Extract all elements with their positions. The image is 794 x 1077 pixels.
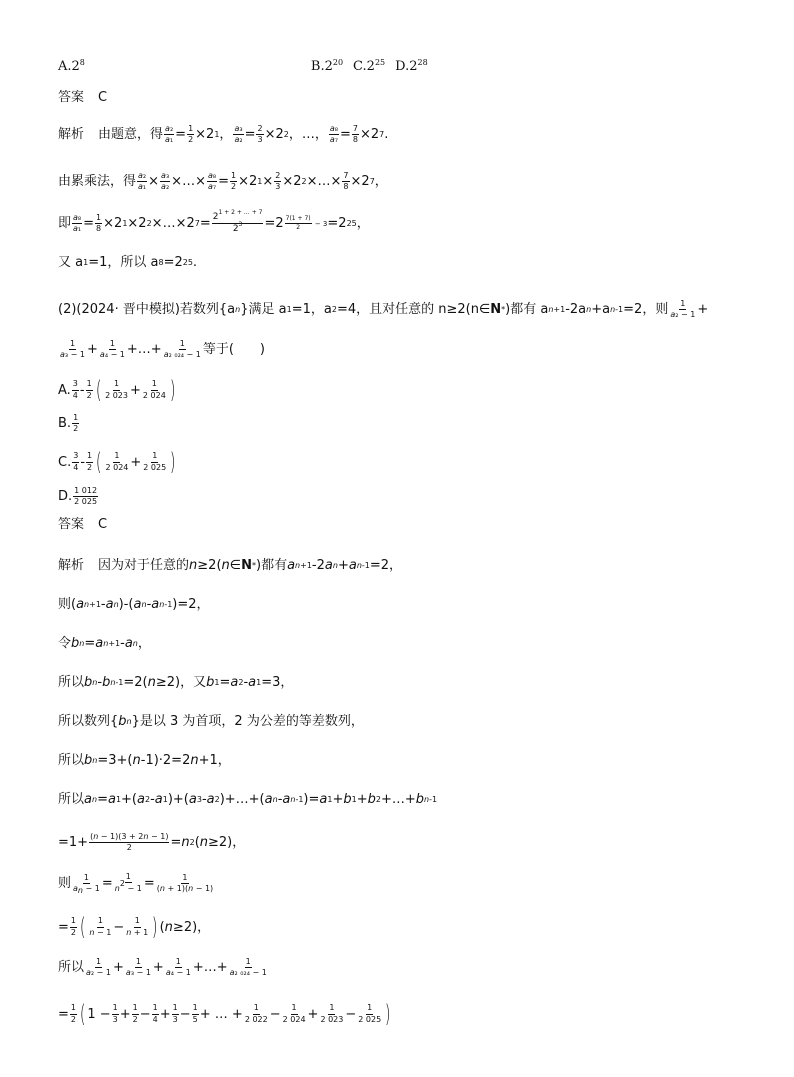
option-b: $B.2^{20}$ bbox=[310, 58, 344, 74]
analysis1-line4: 又 a 1 =1，所以 a 8 =2 25 . bbox=[58, 255, 198, 270]
analysis2-line8: =1+ $\frac{(n - 1)(3 + 2n - 1)}{2}$ = n 2 ( n ≥2)， bbox=[58, 832, 246, 853]
question1-options bbox=[58, 60, 428, 73]
choice-d: D. $\frac{1 012}{2 025}$ bbox=[58, 486, 98, 507]
analysis2-line3: 令 b n = a n+1 - a n ， bbox=[58, 636, 151, 651]
option-d: $D.2^{28}$ bbox=[395, 58, 428, 74]
analysis2-line1: 解析 因为对于任意的 n ≥2( n ∈ N * )都有 a n+1 -2 a n + a n-1 =2， bbox=[58, 558, 403, 573]
choice-a: A. $\frac{3}{4}$ - $\frac{1}{2}$ ( $\frac{1}{2 023}$ + $\frac{1}{2 024}$ ) bbox=[58, 376, 176, 404]
analysis2-line4: 所以 b n - b n-1 =2( n ≥2)，又 b 1 = a 2 - a 1 =3， bbox=[58, 675, 294, 690]
choice-b: B. $\frac{1}{2}$ bbox=[58, 413, 79, 434]
option-c: $C.2^{25}$ bbox=[353, 58, 386, 74]
analysis2-line10: = $\frac{1}{2}$ ( $\frac{1}{n - 1}$ − $\frac{1}{n + 1}$ ) ( n ≥2)， bbox=[58, 913, 211, 941]
question2-stem-cont: $\frac{1}{\text{a₃ − 1}}$ + $\frac{1}{\text{a₄ − 1}}$ +…+ $\frac{1}{\text{a₂ ₀₂₄ − 1}}$ 等于( ) bbox=[60, 339, 266, 360]
option-a: $A.2^8$ bbox=[58, 58, 85, 74]
analysis2-line6: 所以 b n =3+( n -1)·2=2 n +1， bbox=[58, 753, 231, 768]
analysis1-line2: 由累乘法，得 $\frac{\text{a₂}}{\text{a₁}}$ × $\frac{\text{a₃}}{\text{a₂}}$ ×…× $\frac{\text{a₈}}{\text{a₇}}$ = $\frac{1}{2}$ ×2 1 × $\frac{2}{3}$ ×2 2 ×…× $\frac{7}{8}$ ×2 7 ， bbox=[58, 171, 388, 192]
choice-c: C. $\frac{3}{4}$ - $\frac{1}{2}$ ( $\frac{1}{2 024}$ + $\frac{1}{2 025}$ ) bbox=[58, 448, 176, 476]
analysis2-line12: = $\frac{1}{2}$ ( 1 − $\frac{1}{3}$ + $\frac{1}{2}$ − $\frac{1}{4}$ + $\frac{1}{3}$ − $\frac{1}{5}$ + … + $\frac{1}{2 022}$ − $\frac{1}{2 024}$ + $\frac{1}{2 023}$ − $\frac{1}{2 025}$ ) bbox=[58, 1000, 391, 1028]
answer2: 答案 C bbox=[58, 517, 108, 532]
analysis2-line7: 所以 a n = a 1 +( a 2 - a 1 )+( a 3 - a 2 )+…+( a n - a n-1 )= a 1 + b 1 + b 2 +…+ b n-1 bbox=[58, 792, 438, 807]
answer-label: 答案 bbox=[58, 90, 85, 105]
analysis1-line1: 解析 由题意，得 $\frac{\text{a₂}}{\text{a₁}}$ = $\frac{1}{2}$ ×2 1 ， $\frac{\text{a₃}}{\text{a₂}}$ = $\frac{2}{3}$ ×2 2 ，…， $\frac{\text{a₈}}{\text{a₇}}$ = $\frac{7}{8}$ ×2 7 . bbox=[58, 124, 389, 145]
analysis2-line11: 所以 $\frac{1}{\text{a₂ − 1}}$ + $\frac{1}{\text{a₃ − 1}}$ + $\frac{1}{\text{a₄ − 1}}$ +…+ $\frac{1}{\text{a₂ ₀₂₄ − 1}}$ bbox=[58, 957, 267, 978]
answer1 bbox=[58, 91, 107, 104]
answer-value: C bbox=[98, 90, 108, 105]
question2-stem: (2)(2024· 晋中模拟)若数列{a n }满足 a 1 =1，a 2 =4，且对任意的 n≥2(n∈ N * )都有 a n+1 -2a n +a n-1 =2，则 $\frac{1}{\text{a₂ − 1}}$ + bbox=[58, 299, 709, 320]
analysis2-line5: 所以数列{ b n }是以 3 为首项，2 为公差的等差数列， bbox=[58, 714, 364, 729]
analysis1-line3: 即 $\frac{\text{a₈}}{\text{a₁}}$ = $\frac{1}{8}$ ×2 1 ×2 2 ×…×2 7 = $\frac{2^{1 + 2 + \dots + 7}}{2^3}$ =2 $\frac{7(1 + 7)}{2}$ − 3 =2 25 ， bbox=[58, 209, 370, 235]
analysis2-line9: 则 $\frac{1}{a_n - 1}$ = $\frac{1}{n^2 - 1}$ = $\frac{1}{(n + 1)(n - 1)}$ bbox=[58, 872, 214, 895]
analysis2-line2: 则( a n+1 - a n )-( a n - a n-1 )=2， bbox=[58, 597, 210, 612]
analysis-label: 解析 bbox=[58, 127, 85, 143]
